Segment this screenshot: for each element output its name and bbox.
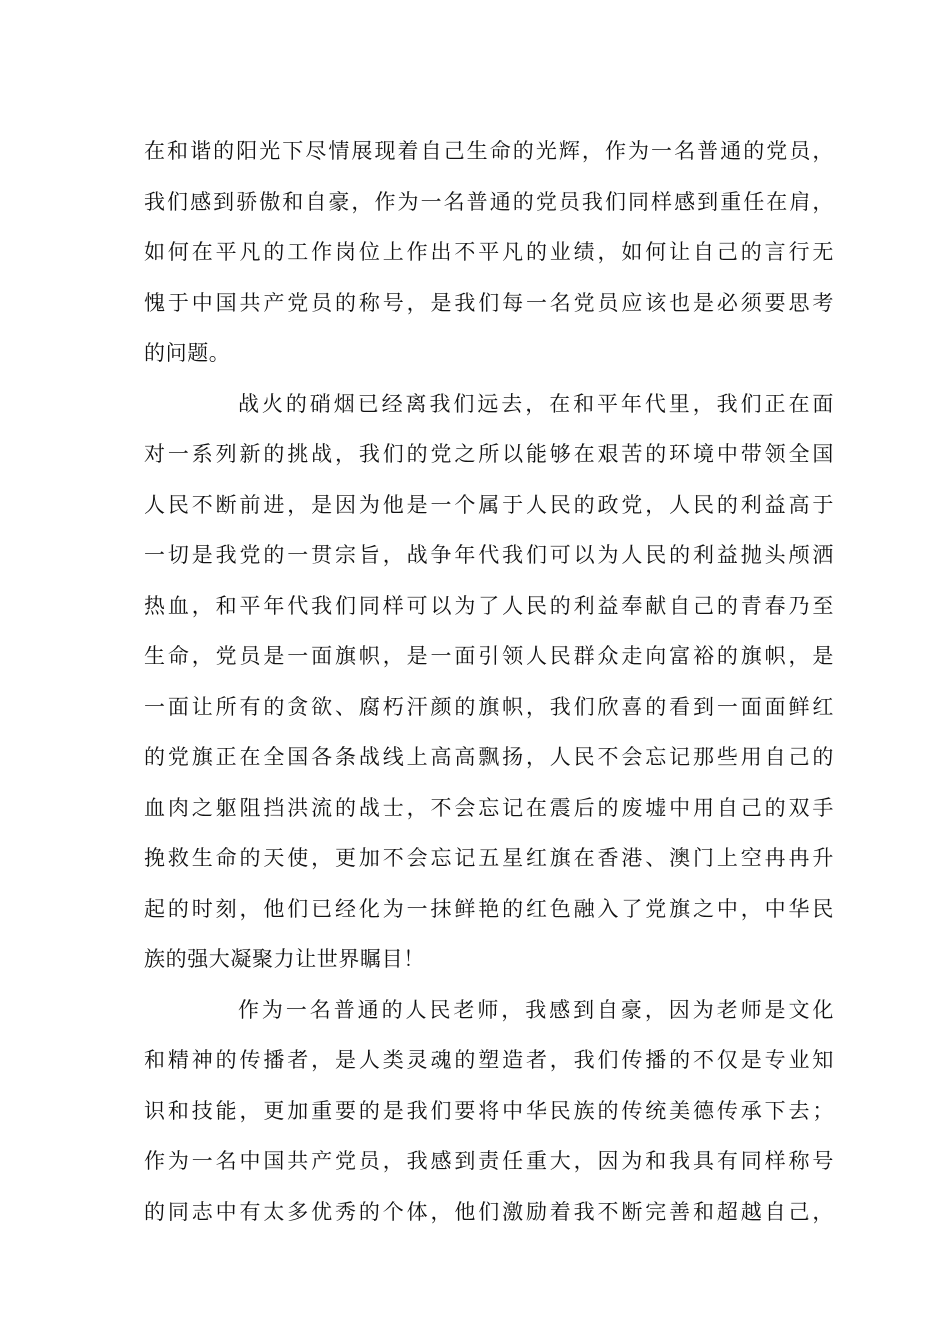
text-line: 一切是我党的一贯宗旨，战争年代我们可以为人民的利益抛头颅洒: [144, 543, 834, 567]
text-line: 作为一名普通的人民老师，我感到自豪，因为老师是文化: [238, 997, 834, 1022]
text-line: 在和谐的阳光下尽情展现着自己生命的光辉，作为一名普通的党员，: [144, 139, 834, 163]
text-line: 生命，党员是一面旗帜，是一面引领人民群众走向富裕的旗帜，是: [144, 644, 834, 668]
text-line: 我们感到骄傲和自豪，作为一名普通的党员我们同样感到重任在肩，: [144, 189, 834, 214]
text-line: 如何在平凡的工作岗位上作出不平凡的业绩，如何让自己的言行无: [144, 240, 834, 264]
text-line: 对一系列新的挑战，我们的党之所以能够在艰苦的环境中带领全国: [144, 442, 834, 466]
document-body: [144, 126, 834, 1237]
text-line: 一面让所有的贪欲、腐朽汗颜的旗帜，我们欣喜的看到一面面鲜红: [144, 694, 834, 719]
text-line: 人民不断前进，是因为他是一个属于人民的政党，人民的利益高于: [144, 492, 834, 517]
text-line: 的同志中有太多优秀的个体，他们激励着我不断完善和超越自己，: [144, 1199, 834, 1224]
text-line: 和精神的传播者，是人类灵魂的塑造者，我们传播的不仅是专业知: [144, 1048, 834, 1072]
text-line: 起的时刻，他们已经化为一抹鲜艳的红色融入了党旗之中，中华民: [144, 896, 834, 921]
text-line: 热血，和平年代我们同样可以为了人民的利益奉献自己的青春乃至: [144, 593, 834, 618]
paragraph-1: [144, 126, 834, 379]
text-line: 愧于中国共产党员的称号，是我们每一名党员应该也是必须要思考: [144, 290, 834, 315]
text-line: 挽救生命的天使，更加不会忘记五星红旗在香港、澳门上空冉冉升: [144, 846, 834, 870]
paragraph-2: [144, 379, 834, 985]
text-line: 族的强大凝聚力让世界瞩目！: [144, 947, 425, 971]
text-line: 血肉之躯阻挡洪流的战士，不会忘记在震后的废墟中用自己的双手: [144, 795, 834, 820]
text-line: 作为一名中国共产党员，我感到责任重大，因为和我具有同样称号: [144, 1149, 834, 1173]
text-line: 识和技能，更加重要的是我们要将中华民族的传统美德传承下去；: [144, 1098, 834, 1123]
text-line: 战火的硝烟已经离我们远去，在和平年代里，我们正在面: [238, 391, 834, 416]
text-line: 的党旗正在全国各条战线上高高飘扬，人民不会忘记那些用自己的: [144, 745, 834, 769]
text-line: 的问题。: [144, 341, 231, 365]
paragraph-3: [144, 985, 834, 1238]
